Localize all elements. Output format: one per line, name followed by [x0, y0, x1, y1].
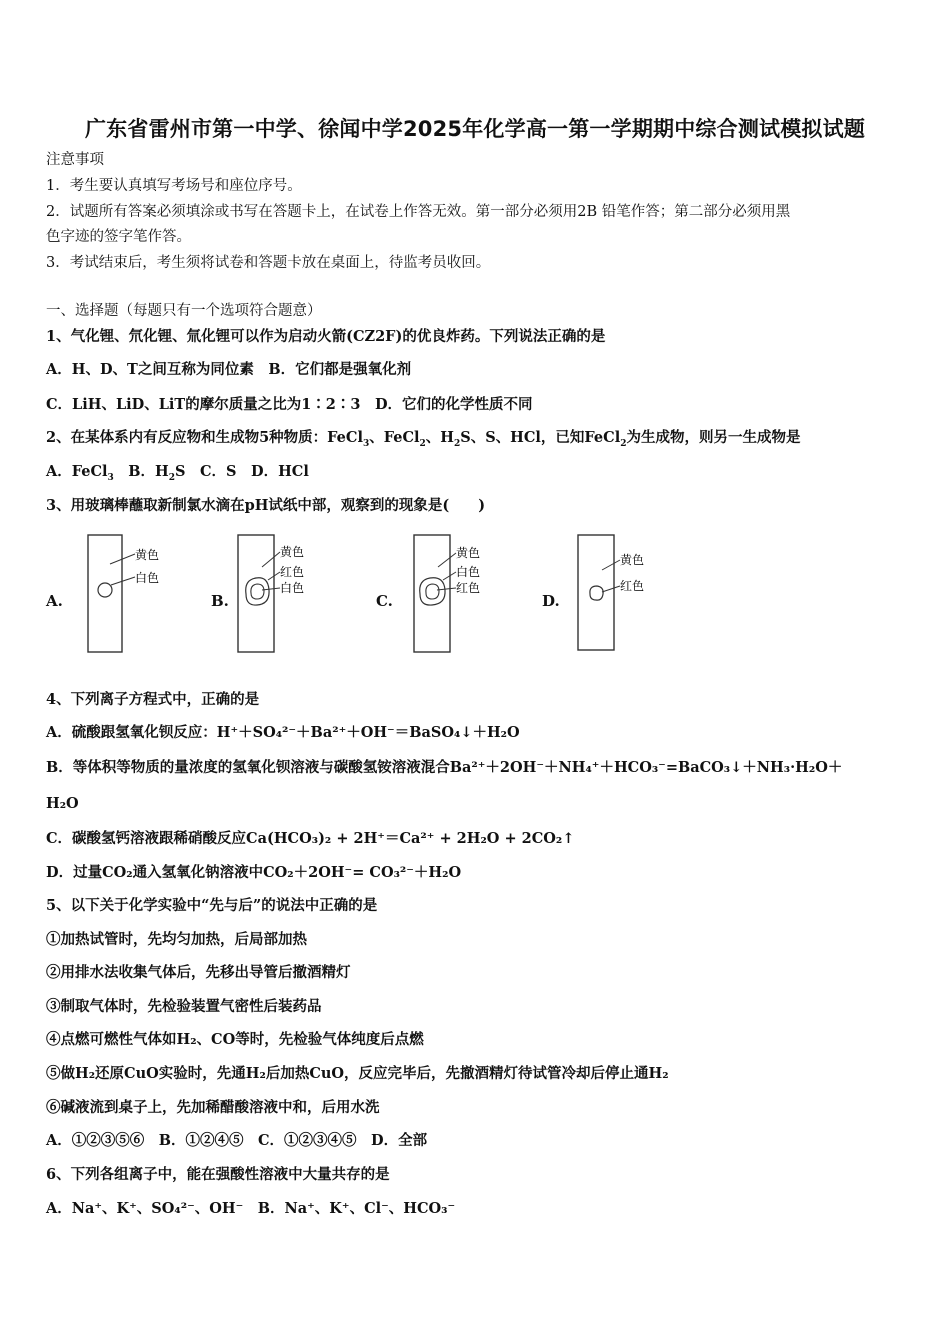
q3-figure-a-text-1: 黄色: [135, 548, 160, 562]
q3-figure-d: [570, 530, 680, 655]
q5-item-6: ⑥碱液流到桌子上，先加稀醋酸溶液中和，后用水洗: [46, 1099, 380, 1116]
q3-figure-b-text-3: 白色: [280, 581, 305, 595]
page-title: 广东省雷州市第一中学、徐闻中学2025年化学高一第一学期期中综合测试模拟试题: [84, 117, 866, 141]
q4-option-c: C．碳酸氢钙溶液跟稀硝酸反应Ca(HCO₃)₂ + 2H⁺＝Ca²⁺ + 2H₂O + 2CO₂↑: [46, 830, 575, 847]
q3-figure-c: [408, 532, 518, 657]
q3-figure-a-label: A.: [46, 592, 63, 610]
q3-figure-b: [232, 532, 342, 657]
q3-figure-d-label: D.: [542, 592, 560, 610]
q5-stem: 5、以下关于化学实验中“先与后”的说法中正确的是: [46, 897, 378, 914]
q3-figure-b-label: B.: [211, 592, 229, 610]
q3-figure-c-text-2: 白色: [456, 565, 481, 579]
q4-option-d: D．过量CO₂通入氢氧化钠溶液中CO₂＋2OH⁻= CO₃²⁻＋H₂O: [46, 864, 462, 881]
q3-figure-c-text-1: 黄色: [456, 546, 481, 560]
q4-option-b-cont: H₂O: [46, 795, 79, 812]
q1-option-cd: C．LiH、LiD、LiT的摩尔质量之比为1∶2∶3 D．它们的化学性质不同: [46, 396, 533, 413]
notice-item-3: 3．考试结束后，考生须将试卷和答题卡放在桌面上，待监考员收回。: [46, 255, 491, 271]
q3-figure-d-text-1: 黄色: [620, 553, 645, 567]
q3-figure-c-text-3: 红色: [456, 581, 481, 595]
q2-options: A．FeCl$_3$ B．$H_2S$ C．S D．HCl: [46, 463, 309, 483]
q3-figure-c-label: C.: [376, 592, 393, 610]
q6-options: A．Na⁺、K⁺、SO₄²⁻、OH⁻ B．Na⁺、K⁺、Cl⁻、HCO₃⁻: [46, 1200, 456, 1217]
q3-figure-b-text-2: 红色: [280, 565, 305, 579]
q4-option-b: B．等体积等物质的量浓度的氢氧化钡溶液与碳酸氢铵溶液混合Ba²⁺＋2OH⁻＋NH₄⁺＋HCO₃⁻=BaCO₃↓＋NH₃·H₂O＋: [46, 759, 843, 776]
q3-stem: 3、用玻璃棒蘸取新制氯水滴在pH试纸中部，观察到的现象是( ): [46, 497, 486, 514]
q4-option-a: A．硫酸跟氢氧化钡反应：H⁺＋SO₄²⁻＋Ba²⁺＋OH⁻＝BaSO₄↓＋H₂O: [46, 724, 520, 741]
notice-item-1: 1．考生要认真填写考场号和座位序号。: [46, 178, 302, 194]
notice-item-2-cont: 色字迹的签字笔作答。: [46, 229, 191, 245]
q5-item-2: ②用排水法收集气体后，先移出导管后撤酒精灯: [46, 964, 351, 981]
q1-stem: 1、气化锂、氘化锂、氚化锂可以作为启动火箭(CZ2F)的优良炸药。下列说法正确的是: [46, 328, 606, 345]
q5-options: A．①②③⑤⑥ B．①②④⑤ C．①②③④⑤ D．全部: [46, 1132, 428, 1149]
q3-figure-a: [80, 532, 190, 657]
q2-stem: 2、在某体系内有反应物和生成物5种物质：FeCl$_3$、FeCl$_2$、$H_2S$、S、HCl，已知FeCl$_2$为生成物，则另一生成物是: [46, 429, 801, 449]
section-heading: 一、选择题（每题只有一个选项符合题意）: [46, 303, 322, 319]
q5-item-4: ④点燃可燃性气体如H₂、CO等时，先检验气体纯度后点燃: [46, 1031, 424, 1048]
q3-figure-d-text-2: 红色: [620, 579, 645, 593]
q5-item-1: ①加热试管时，先均匀加热，后局部加热: [46, 931, 307, 948]
q5-item-5: ⑤做H₂还原CuO实验时，先通H₂后加热CuO，反应完毕后，先撤酒精灯待试管冷却后停止通H₂: [46, 1065, 669, 1082]
q6-stem: 6、下列各组离子中，能在强酸性溶液中大量共存的是: [46, 1166, 390, 1183]
q1-option-ab: A．H、D、T之间互称为同位素 B．它们都是强氧化剂: [46, 361, 412, 378]
q4-stem: 4、下列离子方程式中，正确的是: [46, 691, 260, 708]
notice-heading: 注意事项: [46, 152, 104, 168]
q3-figure-b-text-1: 黄色: [280, 545, 305, 559]
q3-figure-a-text-2: 白色: [135, 571, 160, 585]
notice-item-2: 2．试题所有答案必须填涂或书写在答题卡上，在试卷上作答无效。第一部分必须用2B 铅笔作答；第二部分必须用黑: [46, 204, 791, 220]
q5-item-3: ③制取气体时，先检验装置气密性后装药品: [46, 998, 322, 1015]
